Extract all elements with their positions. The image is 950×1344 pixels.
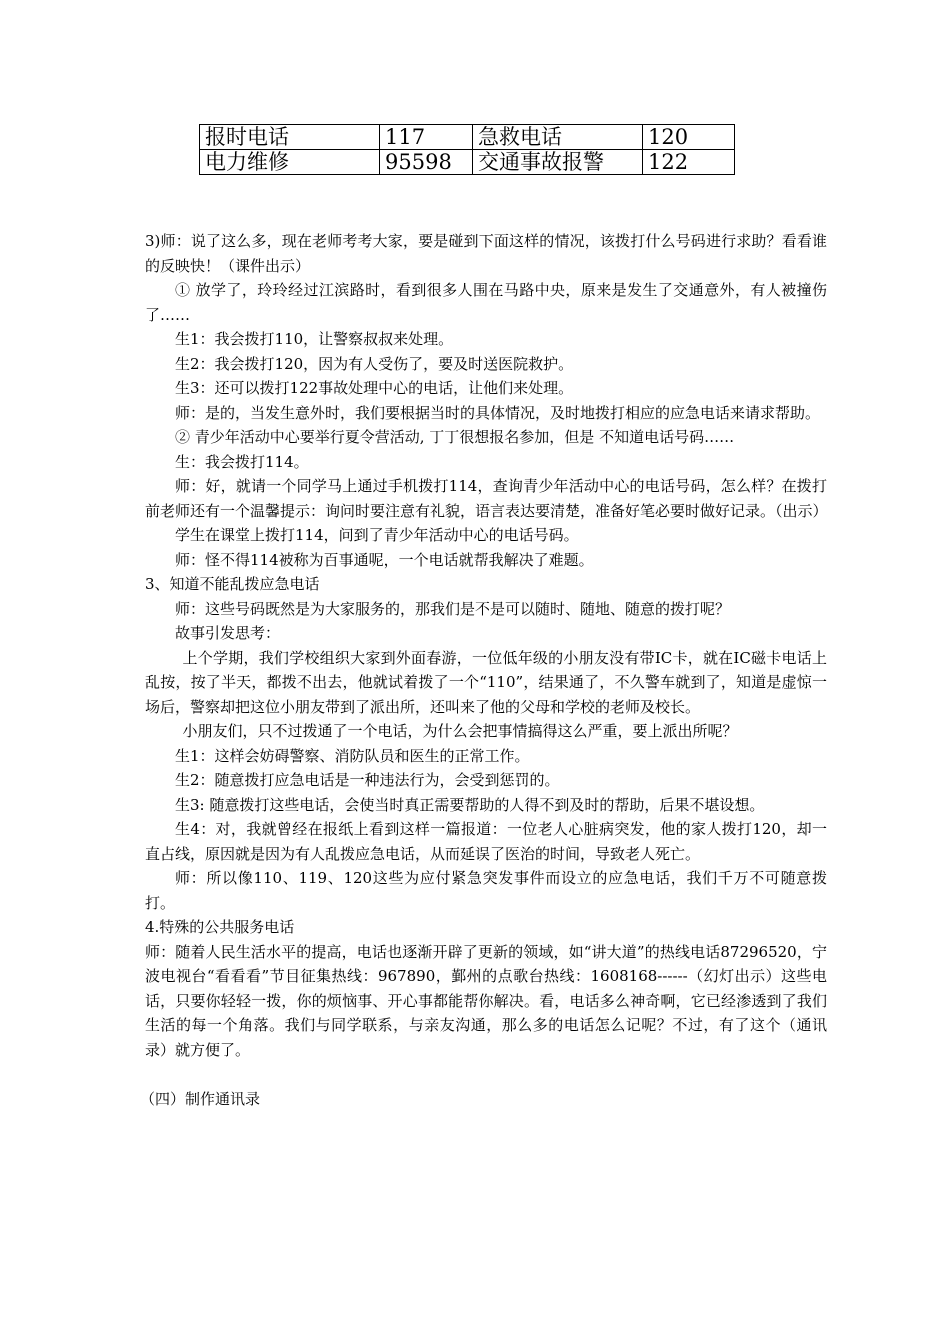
phone-number-table [199,124,735,175]
paragraph: 故事引发思考： [175,624,281,642]
paragraph: 师：这些号码既然是为大家服务的，那我们是不是可以随时、随地、随意的拨打呢？ [175,599,731,618]
paragraph: 师：好，就请一个同学马上通过手机拨打114，查询青少年活动中心的电话号码，怎么样？在拨打前老师还有一个温馨提示：询问时要注意有礼貌，语言表达要清楚，准备好笔必要时做好记录。（出示） [145,477,828,520]
paragraph: 师：怪不得114被称为百事通呢，一个电话就帮我解决了难题。 [175,550,594,569]
paragraph: 生1：这样会妨碍警察、消防队员和医生的正常工作。 [175,746,530,765]
table-cell: 报时电话 [200,125,380,150]
section-heading: 4.特殊的公共服务电话 [145,918,295,936]
paragraph: 生4：对，我就曾经在报纸上看到这样一篇报道：一位老人心脏病突发，他的家人拨打120，却一直占线，原因就是因为有人乱拨应急电话，从而延误了医治的时间，导致老人死亡。 [145,820,827,863]
section-heading: （四）制作通讯录 [140,1089,261,1108]
paragraph: 小朋友们，只不过拨通了一个电话，为什么会把事情搞得这么严重，要上派出所呢？ [182,722,738,740]
document-body [140,229,828,1111]
table-cell: 95598 [380,150,473,175]
table-cell: 122 [643,150,735,175]
paragraph: 生：我会拨打114。 [175,452,309,471]
table-row [200,150,735,175]
paragraph: 学生在课堂上拨打114，问到了青少年活动中心的电话号码。 [175,526,579,544]
paragraph: 生2：随意拨打应急电话是一种违法行为，会受到惩罚的。 [175,771,560,789]
paragraph: 生3: 随意拨打这些电话，会使当时真正需要帮助的人得不到及时的帮助，后果不堪设想。 [175,795,765,814]
blank-line [145,1062,827,1087]
table-cell: 120 [643,125,735,150]
table-row [200,125,735,150]
paragraph: ① 放学了，玲玲经过江滨路时，看到很多人围在马路中央，原来是发生了交通意外，有人被撞伤了…… [145,281,827,324]
table-cell: 电力维修 [200,150,380,175]
table-cell: 交通事故报警 [473,150,643,175]
table-cell: 急救电话 [473,125,643,150]
paragraph: 3)师：说了这么多，现在老师考考大家，要是碰到下面这样的情况，该拨打什么号码进行求助？看看谁的反映快！（课件出示） [145,232,827,275]
section-heading: 3、知道不能乱拨应急电话 [145,575,320,593]
paragraph: 生3：还可以拨打122事故处理中心的电话，让他们来处理。 [175,379,574,397]
paragraph: ② 青少年活动中心要举行夏令营活动, 丁丁很想报名参加，但是 不知道电话号码…… [175,428,735,446]
table-cell: 117 [380,125,473,150]
paragraph: 上个学期，我们学校组织大家到外面春游，一位低年级的小朋友没有带IC卡，就在IC磁卡电话上乱按，按了半天，都拨不出去，他就试着拨了一个“110”，结果通了，不久警车就到了，知道是虚惊一场后，警察却把这位小朋友带到了派出所，还叫来了他的父母和学校的老师及校长。 [145,648,827,716]
paragraph: 生1：我会拨打110，让警察叔叔来处理。 [175,330,454,348]
paragraph: 师：是的，当发生意外时，我们要根据当时的具体情况，及时地拨打相应的应急电话来请求帮助。 [175,403,821,422]
paragraph: 生2：我会拨打120，因为有人受伤了，要及时送医院救护。 [175,354,574,373]
paragraph: 师：所以像110、119、120这些为应付紧急突发事件而设立的应急电话，我们千万不可随意拨打。 [145,869,827,912]
paragraph: 师：随着人民生活水平的提高，电话也逐渐开辟了更新的领域，如“讲大道”的热线电话87296520，宁波电视台“看看看”节目征集热线：967890，鄞州的点歌台热线：1608168------（幻灯出示）这些电话，只要你轻轻一拨，你的烦恼事、开心事都能帮你解决。看，电话多么神奇啊，它已经渗透到了我们生活的每一个角落。我们与同学联系，与亲友沟通，那么多的电话怎么记呢？不过，有了这个（通讯录）就方便了。 [145,942,827,1059]
